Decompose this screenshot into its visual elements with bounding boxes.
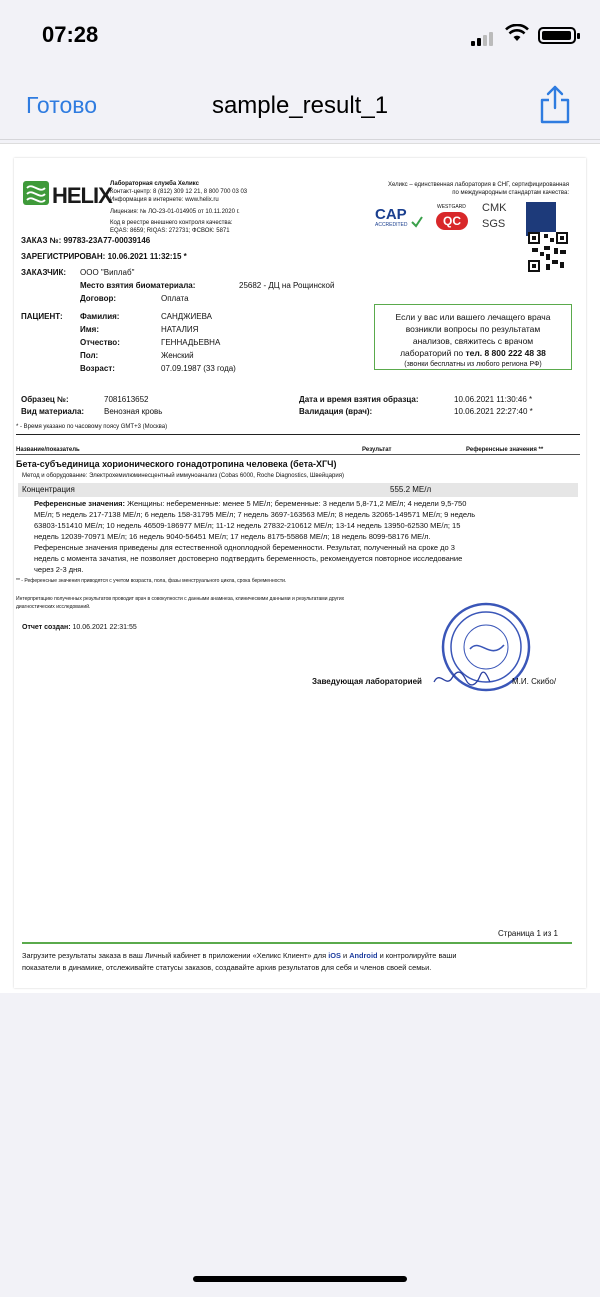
name-value: НАТАЛИЯ — [161, 325, 199, 334]
col-result: Результат — [362, 447, 392, 453]
validation-label: Валидация (врач): — [299, 407, 373, 416]
material-value: Венозная кровь — [104, 407, 163, 416]
status-bar — [0, 0, 600, 70]
order-number: ЗАКАЗ №: 99783-23A77-00039146 — [21, 236, 151, 245]
divider — [16, 434, 580, 435]
battery-icon — [538, 27, 576, 44]
divider — [16, 454, 580, 455]
sex-label: Пол: — [80, 351, 99, 360]
customer-value: ООО "Виплаб" — [80, 268, 135, 277]
interp-line-1: Интерпретацию полученных результатов проводит врач в совокупности с данными анамнеза, клиническими данными и результатами других — [16, 596, 345, 602]
pdf-page — [14, 158, 586, 988]
doctor-contact-box: Если у вас или вашего лечащего врача возникли вопросы по результатам анализов, свяжитесь с врачом лабораторий по тел. 8 800 222 48 38 (звонки бесплатны из любого региона РФ) — [374, 304, 572, 370]
reference-values: Референсные значения: Женщины: небеременные: менее 5 МЕ/л; беременные: 3 недели 5,8-71,2 МЕ/л; 4 недели 9,5-750 МЕ/л; 5 недель 217-7138 МЕ/л; 6 недель 158-31795 МЕ/л; 7 недель 3697-163563 МЕ/л; 8 недель 32065-149571 МЕ/л; 9 недель 63803-151410 МЕ/л; 10 недель 46509-186977 МЕ/л; 11-12 недель 27832-210612 МЕ/л; 13-14 недель 13950-62530 МЕ/л; 15 недель 12039-70971 МЕ/л; 16 недель 9040-56451 МЕ/л; 17 недель 8175-55868 МЕ/л; 18 недель 8099-58176 МЕ/л. Референсные значения приведены для естественной одноплодной беременности. Результат, полученный на сроке до 3 недель с момента зачатия, не позволяет достоверно подтвердить беременность, рекомендуется повторное исследование через 2-3 дня. — [34, 499, 476, 574]
wifi-icon — [505, 24, 529, 42]
internet-info: Информация в интернете: www.helix.ru — [110, 197, 219, 203]
cap-badge: CAP ACCREDITED — [367, 204, 427, 232]
head-name: М.И. Скибо/ — [512, 677, 557, 686]
ios-link[interactable]: iOS — [328, 951, 341, 960]
registered: ЗАРЕГИСТРИРОВАН: 10.06.2021 11:32:15 * — [21, 252, 187, 261]
contract-label: Договор: — [80, 294, 117, 303]
col-ref: Референсные значения ** — [466, 447, 544, 453]
sex-value: Женский — [161, 351, 194, 360]
share-icon[interactable] — [538, 84, 572, 124]
ref-note: ** - Референсные значения приводятся с учетом возраста, пола, фазы менструального цикла, срока беременности. — [16, 578, 287, 584]
surname-label: Фамилия: — [80, 312, 120, 321]
name-label: Имя: — [80, 325, 99, 334]
material-label: Вид материала: — [21, 407, 85, 416]
col-name: Название/показатель — [16, 447, 80, 453]
done-button[interactable]: Готово — [26, 92, 98, 118]
patronymic-value: ГЕННАДЬЕВНА — [161, 338, 221, 347]
validation-value: 10.06.2021 22:27:40 * — [454, 407, 533, 416]
method: Метод и оборудование: Электрохемилюминесцентный иммуноанализ (Cobas 6000, Roche Diagnostics, Швейцария) — [22, 473, 344, 479]
age-value: 07.09.1987 (33 года) — [161, 364, 236, 373]
sgs-badge: CMK SGS — [482, 202, 507, 230]
qr-code — [528, 232, 568, 272]
status-time: 07:28 — [42, 22, 99, 47]
divider — [22, 942, 572, 944]
westgard-badge: WESTGARD QC — [434, 204, 470, 234]
date-label: Дата и время взятия образца: — [299, 395, 419, 404]
sample-label: Образец №: — [21, 395, 69, 404]
lab-name: Лабораторная служба Хеликс — [110, 181, 199, 187]
customer-label: ЗАКАЗЧИК: — [21, 268, 67, 277]
registry: Код в реестре внешнего контроля качества: — [110, 220, 233, 226]
date-value: 10.06.2021 11:30:46 * — [454, 395, 533, 404]
nav-bar — [0, 70, 600, 140]
iso-badge — [526, 202, 556, 236]
surname-value: САНДЖИЕВА — [161, 312, 213, 321]
signature — [432, 668, 492, 690]
contact-center: Контакт-центр: 8 (812) 309 12 21, 8 800 700 03 03 — [110, 189, 248, 195]
concentration-value: 555.2 МЕ/л — [390, 485, 432, 494]
sample-value: 7081613652 — [104, 395, 149, 404]
app-promo: Загрузите результаты заказа в ваш Личный кабинет в приложении «Хеликс Клиент» для iOS и Android и контролируйте ваши показатели в динамике, отслеживайте статусы заказов, создавайте архив результатов для себя и членов своей семьи. — [22, 951, 457, 972]
cert-line-1: Хеликс – единственная лаборатория в СНГ, сертифицированная — [387, 182, 569, 188]
place-value: 25682 - ДЦ на Рощинской — [239, 281, 335, 290]
patronymic-label: Отчество: — [80, 338, 120, 347]
license: Лицензия: № ЛО-23-01-014905 от 10.11.2020 г. — [110, 209, 240, 215]
report-created: Отчет создан: 10.06.2021 22:31:55 — [22, 624, 137, 631]
registry-codes: EQAS: 8659; RIQAS: 272731; ФСВОК: 5871 — [110, 228, 230, 234]
timezone-note: * - Время указано по часовому поясу GMT+3 (Москва) — [16, 424, 168, 430]
document-viewer[interactable] — [0, 143, 600, 993]
interp-line-2: диагностических исследований. — [16, 604, 91, 610]
lab-phone[interactable]: тел. 8 800 222 48 38 — [465, 348, 546, 358]
signal-icon — [471, 28, 495, 46]
head-label: Заведующая лабораторией — [312, 677, 422, 686]
home-indicator[interactable] — [193, 1276, 407, 1282]
test-title: Бета-субъединица хорионического гонадотропина человека (бета-ХГЧ) — [16, 459, 337, 469]
age-label: Возраст: — [80, 364, 115, 373]
concentration-label: Концентрация — [22, 485, 75, 494]
page-number: Страница 1 из 1 — [498, 929, 558, 938]
android-link[interactable]: Android — [349, 951, 378, 960]
document-title: sample_result_1 — [211, 92, 389, 119]
contract-value: Оплата — [161, 294, 189, 303]
cert-line-2: по международным стандартам качества: — [452, 190, 569, 196]
patient-label: ПАЦИЕНТ: — [21, 312, 63, 321]
helix-logo: HELIX — [22, 180, 104, 210]
concentration-row — [18, 483, 578, 497]
place-label: Место взятия биоматериала: — [80, 281, 196, 290]
